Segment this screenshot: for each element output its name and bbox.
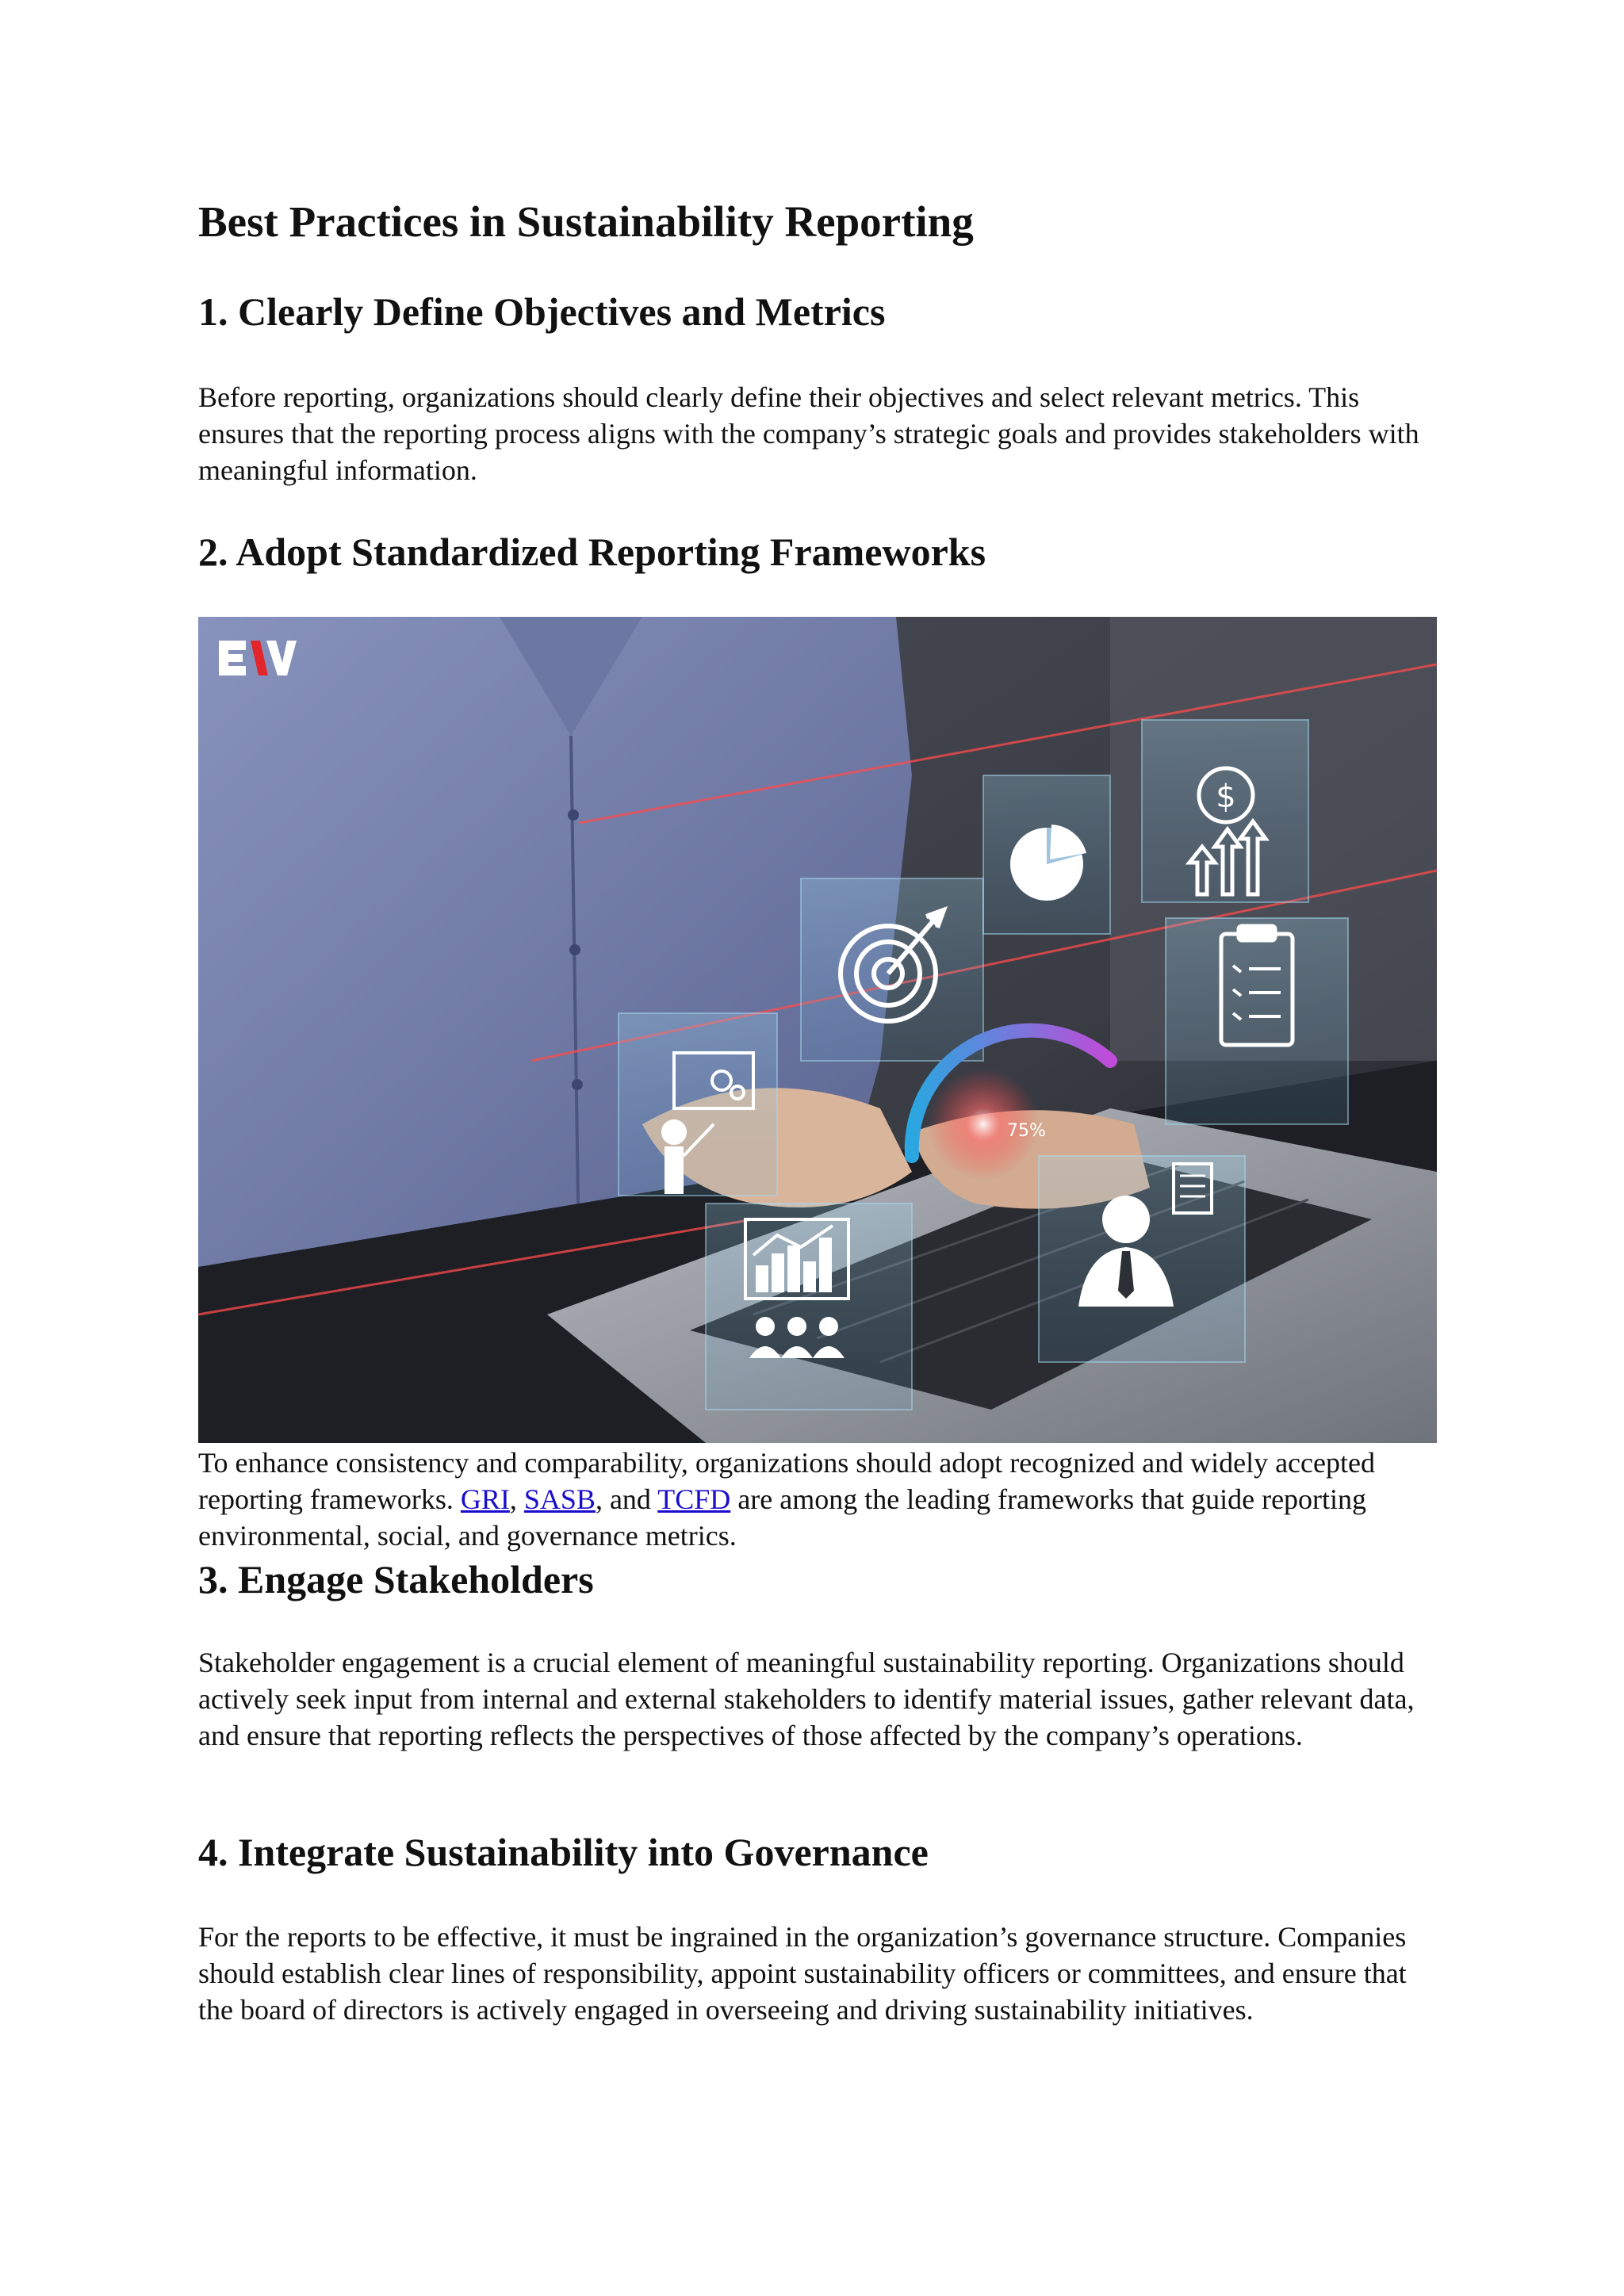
section-heading-stakeholders: 3. Engage Stakeholders xyxy=(198,1557,594,1601)
hero-illustration xyxy=(198,617,1437,1443)
section-heading-frameworks: 2. Adopt Standardized Reporting Frameworks xyxy=(198,530,986,574)
frameworks-text-sep2: , and xyxy=(595,1483,658,1515)
section-heading-objectives: 1. Clearly Define Objectives and Metrics xyxy=(198,289,886,334)
section-body-frameworks xyxy=(198,1445,1435,1554)
tcfd-link[interactable]: TCFD xyxy=(657,1483,731,1515)
frameworks-text-outro: are among the leading frameworks that guide reporting environmental, social, and governance metrics. xyxy=(198,1483,1367,1552)
sasb-link[interactable]: SASB xyxy=(523,1483,596,1515)
frameworks-text-sep1: , xyxy=(509,1483,524,1515)
section-body-objectives: Before reporting, organizations should clearly define their objectives and select relevant metrics. This ensures that the reporting process aligns with the company’s strategic goals and provides stakeholders with meaningful information. xyxy=(198,381,1419,486)
page-title: Best Practices in Sustainability Reporting xyxy=(198,197,974,246)
gri-link[interactable]: GRI xyxy=(460,1483,510,1515)
gauge-value: 75% xyxy=(1007,1121,1046,1141)
frameworks-text-intro: To enhance consistency and comparability, organizations should adopt recognized and widely accepted reporting frameworks. xyxy=(198,1447,1375,1515)
panel-audience xyxy=(706,1203,912,1410)
hero-image xyxy=(198,617,1437,1443)
panel-checklist xyxy=(1166,918,1348,1124)
section-body-governance: For the reports to be effective, it must be ingrained in the organization’s governance structure. Companies should establish clear lines of responsibility, appoint sustainability officers or committees, and ensure that the board of directors is actively engaged in overseeing and driving sustainability initiatives. xyxy=(198,1921,1407,2026)
svg-text:$: $ xyxy=(1216,779,1236,815)
section-body-stakeholders: Stakeholder engagement is a crucial element of meaningful sustainability reporting. Organizations should actively seek input from internal and external stakeholders to identify material issues, gather relevant data, and ensure that reporting reflects the perspectives of those affected by the company’s operations. xyxy=(198,1647,1415,1751)
section-heading-governance: 4. Integrate Sustainability into Governance xyxy=(198,1830,929,1874)
